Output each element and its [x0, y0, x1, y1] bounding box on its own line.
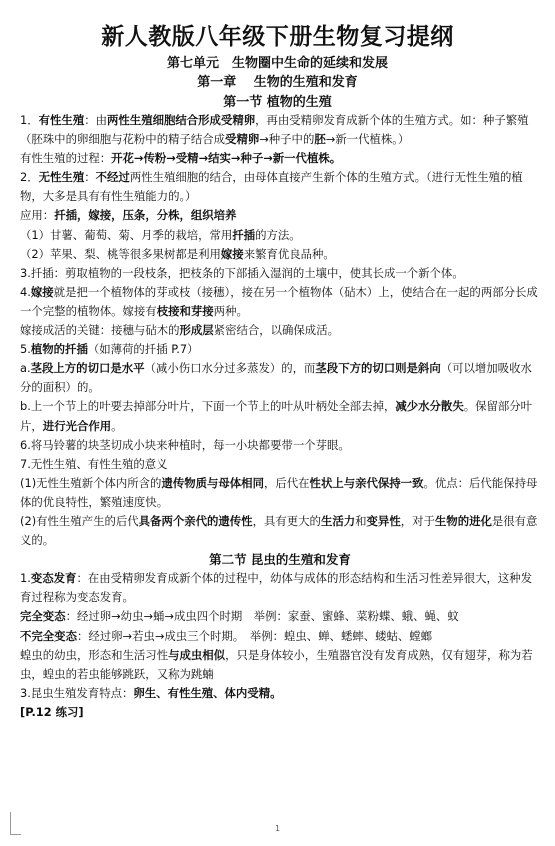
emphasis: 扦插，嫁接，压条，分株，组织培养 [54, 208, 237, 223]
paragraph-cut-angle [20, 359, 540, 397]
paragraph-grafting-key [20, 321, 540, 340]
section-heading-1: 第一节 植物的生殖 [223, 95, 332, 110]
text: （可以增加吸收水分的面积）的。 [20, 361, 532, 395]
text: ，后代在 [263, 475, 310, 490]
emphasis: 植物的扦插 [30, 342, 88, 357]
text: （2）苹果、梨、桃等很多果树都是利用 [20, 246, 221, 261]
emphasis: 胚 [314, 132, 326, 147]
text: 有性生殖的过程： [20, 151, 112, 166]
document-title: 新人教版八年级下册生物复习提纲 [101, 23, 454, 50]
paragraph-metamorphosis [20, 569, 540, 607]
emphasis: 扦插 [232, 227, 256, 242]
paragraph-potato [20, 436, 540, 455]
emphasis: 卵生、有性生殖、体内受精。 [133, 685, 282, 700]
emphasis: 减少水分散失 [395, 399, 464, 414]
term-sexual-reproduction: 有性生殖 [38, 113, 85, 127]
paragraph-significance-heading [20, 455, 540, 474]
text: 两性生殖细胞的结合，由母体直接产生新个体的生殖方式。（进行无性生殖的植物，大多是具有有性生殖能力的。） [20, 170, 523, 204]
emphasis: 茎段下方的切口则是斜向 [315, 361, 441, 376]
term-asexual-reproduction: 无性生殖 [38, 170, 85, 185]
paragraph-sexual-process [20, 149, 540, 168]
paragraph-cutting-definition [20, 264, 540, 283]
text: ：经过卵→若虫→成虫三个时期。 举例：蝗虫、蝉、蟋蟀、蝼蛄、螳螂 [76, 628, 433, 643]
text: 。 [111, 418, 123, 433]
term-metamorphosis: 变态发育 [30, 571, 77, 586]
emphasis: 变异性 [366, 513, 401, 528]
text: ，对于 [400, 513, 435, 528]
text: 和 [355, 513, 367, 528]
paragraph-sexual-reproduction [20, 111, 540, 149]
text: 7.无性生殖、有性生殖的意义 [20, 456, 168, 471]
text: 来繁育优良品种。 [243, 246, 335, 261]
paragraph-insect-features [20, 684, 540, 703]
text: 1． [20, 113, 39, 127]
text: ：由 [84, 113, 108, 127]
text: （减小伤口水分过多蒸发）的，而 [144, 361, 316, 376]
text: ：在由受精卵发育成新个体的过程中，幼体与成体的形态结构和生活习性差异很大，这种发育过程称为变态发育。 [20, 571, 533, 605]
text: 3.昆虫生殖发育特点： [20, 685, 134, 700]
paragraph-complete-metamorphosis [20, 607, 540, 626]
text: 是很有意义的。 [20, 513, 538, 548]
paragraph-grafting-definition [20, 283, 540, 321]
exercise-reference: [P.12 练习] [20, 704, 84, 719]
text: 嫁接成活的关键：接穗与砧木的 [20, 323, 180, 338]
paragraph-asexual-reproduction [20, 168, 540, 206]
text: ： [84, 170, 96, 185]
emphasis: 进行光合作用 [42, 418, 112, 433]
section-heading-2: 第二节 昆虫的生殖和发育 [209, 552, 351, 568]
emphasis: 开花→传粉→受精→结实→种子→新一代植株。 [111, 151, 342, 166]
text: 应用： [20, 208, 55, 223]
paragraph-cutting-example [20, 226, 540, 245]
text: （如薄荷的扦插 P.7） [87, 342, 199, 357]
emphasis: 不经过 [95, 170, 130, 185]
text: 6.将马铃薯的块茎切成小块来种植时，每一小块都要带一个芽眼。 [20, 437, 350, 452]
paragraph-grafting-example [20, 245, 540, 264]
emphasis: 枝接和芽接 [156, 303, 214, 318]
paragraph-asexual-significance [20, 474, 540, 512]
text: 。优点：后代能保持母体的优良特性，繁殖速度快。 [20, 475, 538, 509]
text: 两种。 [213, 303, 248, 318]
text: b.上一个节上的叶要去掉部分叶片，下面一个节上的叶从叶柄处全部去掉， [20, 399, 396, 414]
text: 就是把一个植物体的芽或枝（接穗），接在另一个植物体（砧木）上，使结合在一起的两部分长成一个完整的植物体。嫁接有 [20, 284, 538, 318]
unit-heading: 第七单元 生物圈中生命的延续和发展 [166, 56, 388, 71]
emphasis: 茎段上方的切口是水平 [30, 361, 145, 376]
paragraph-leaf-removal [20, 397, 540, 435]
text: →新一代植株。） [325, 132, 410, 147]
emphasis: 生物的进化 [434, 513, 492, 528]
page-number: 1 [274, 824, 281, 833]
text: a. [20, 361, 31, 376]
text: 4. [20, 284, 31, 299]
paragraph-applications [20, 206, 540, 225]
text: 紧密结合，以确保成活。 [213, 323, 339, 338]
term-incomplete-metamorphosis: 不完全变态 [20, 628, 77, 643]
text: (1)无性生殖新个体内所含的 [20, 475, 162, 490]
document-body [20, 111, 540, 722]
text: 2． [20, 170, 39, 185]
text: （1）甘薯、葡萄、菊、月季的栽培，常用 [20, 227, 233, 242]
emphasis: 生活力 [320, 513, 356, 528]
emphasis: 两性生殖细胞结合形成受精卵 [107, 113, 256, 127]
paragraph-sexual-significance [20, 512, 540, 550]
text: 3.扦插：剪取植物的一段枝条，把枝条的下部插入湿润的土壤中，使其长成一个新个体。 [20, 265, 464, 280]
text: ，再由受精卵发育成新个体的生殖方式。如：种子繁殖（胚珠中的卵细胞与花粉中的精子结合成 [20, 113, 529, 147]
chapter-heading: 第一章 生物的生殖和发育 [197, 75, 358, 90]
emphasis: 嫁接 [30, 284, 54, 299]
text: ：经过卵→幼虫→蛹→成虫四个时期 举例：家蚕、蜜蜂、菜粉蝶、蛾、蝇、蚊 [65, 609, 459, 624]
emphasis: 性状上与亲代保持一致 [309, 475, 424, 490]
emphasis: 与成虫相似 [168, 647, 226, 662]
text: 蝗虫的幼虫，形态和生活习性 [20, 647, 169, 662]
text: 的方法。 [255, 227, 301, 242]
paragraph-locust-nymph [20, 646, 540, 684]
emphasis: 受精卵 [225, 132, 260, 147]
text: 。保留部分叶片， [20, 399, 533, 433]
text: (2)有性生殖产生的后代 [20, 513, 139, 528]
text: ，具有更大的 [252, 513, 321, 528]
emphasis: 形成层 [179, 323, 214, 338]
text: ，只是身体较小，生殖器官没有发育成熟，仅有翅芽，称为若虫，蝗虫的若虫能够跳跃，又称为跳蝻 [20, 647, 533, 681]
text: →种子中的 [259, 132, 315, 147]
paragraph-incomplete-metamorphosis [20, 627, 540, 646]
term-complete-metamorphosis: 完全变态 [20, 609, 66, 624]
text: 5. [20, 342, 31, 357]
emphasis: 嫁接 [220, 246, 244, 261]
emphasis: 具备两个亲代的遗传性 [138, 513, 253, 528]
paragraph-plant-cutting [20, 340, 540, 359]
text: 1. [20, 571, 31, 586]
emphasis: 遗传物质与母体相同 [161, 475, 264, 490]
